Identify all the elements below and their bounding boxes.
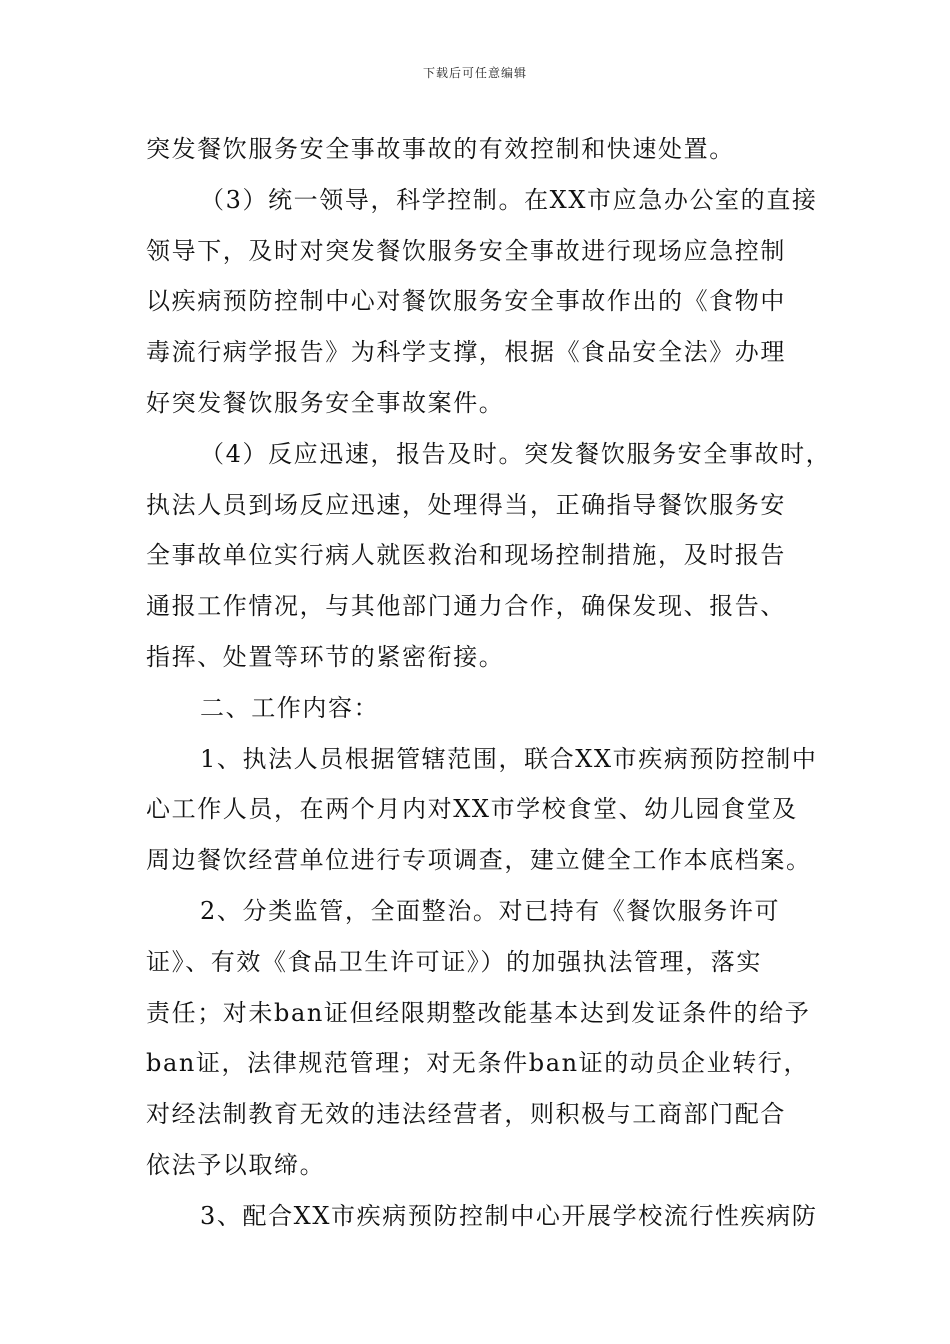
body-line: 通报工作情况，与其他部门通力合作，确保发现、报告、 (146, 592, 786, 621)
body-line: 指挥、处置等环节的紧密衔接。 (146, 642, 505, 671)
section-heading: 二、工作内容： (200, 693, 380, 722)
body-line: 周边餐饮经营单位进行专项调查，建立健全工作本底档案。 (146, 846, 812, 875)
paragraph-start-line: （3）统一领导，科学控制。在XX市应急办公室的直接 (200, 185, 818, 214)
body-line: ban证，法律规范管理；对无条件ban证的动员企业转行， (146, 1049, 810, 1078)
body-line: 依法予以取缔。 (146, 1150, 326, 1179)
body-line: 领导下，及时对突发餐饮服务安全事故进行现场应急控制 (146, 236, 786, 265)
body-line: 以疾病预防控制中心对餐饮服务安全事故作出的《食物中 (146, 287, 786, 316)
body-line: 证》、有效《食品卫生许可证》）的加强执法管理，落实 (146, 947, 762, 976)
document-body (146, 124, 832, 1242)
body-line: 全事故单位实行病人就医救治和现场控制措施，及时报告 (146, 541, 786, 570)
paragraph-start-line: 2、分类监管，全面整治。对已持有《餐饮服务许可 (200, 896, 781, 925)
body-line: 心工作人员，在两个月内对XX市学校食堂、幼儿园食堂及 (146, 795, 798, 824)
body-line: 责任；对未ban证但经限期整改能基本达到发证条件的给予 (146, 998, 811, 1027)
paragraph-start-line: 3、配合XX市疾病预防控制中心开展学校流行性疾病防 (200, 1201, 818, 1230)
body-line: 好突发餐饮服务安全事故案件。 (146, 388, 505, 417)
paragraph-start-line: （4）反应迅速，报告及时。突发餐饮服务安全事故时， (200, 439, 832, 468)
body-line: 突发餐饮服务安全事故事故的有效控制和快速处置。 (146, 135, 735, 163)
body-line: 执法人员到场反应迅速，处理得当，正确指导餐饮服务安 (146, 490, 786, 519)
page-header: 下载后可任意编辑 (422, 66, 527, 80)
body-line: 毒流行病学报告》为科学支撑，根据《食品安全法》办理 (146, 338, 786, 367)
paragraph-start-line: 1、执法人员根据管辖范围，联合XX市疾病预防控制中 (200, 744, 818, 773)
body-line: 对经法制教育无效的违法经营者，则积极与工商部门配合 (146, 1100, 786, 1129)
